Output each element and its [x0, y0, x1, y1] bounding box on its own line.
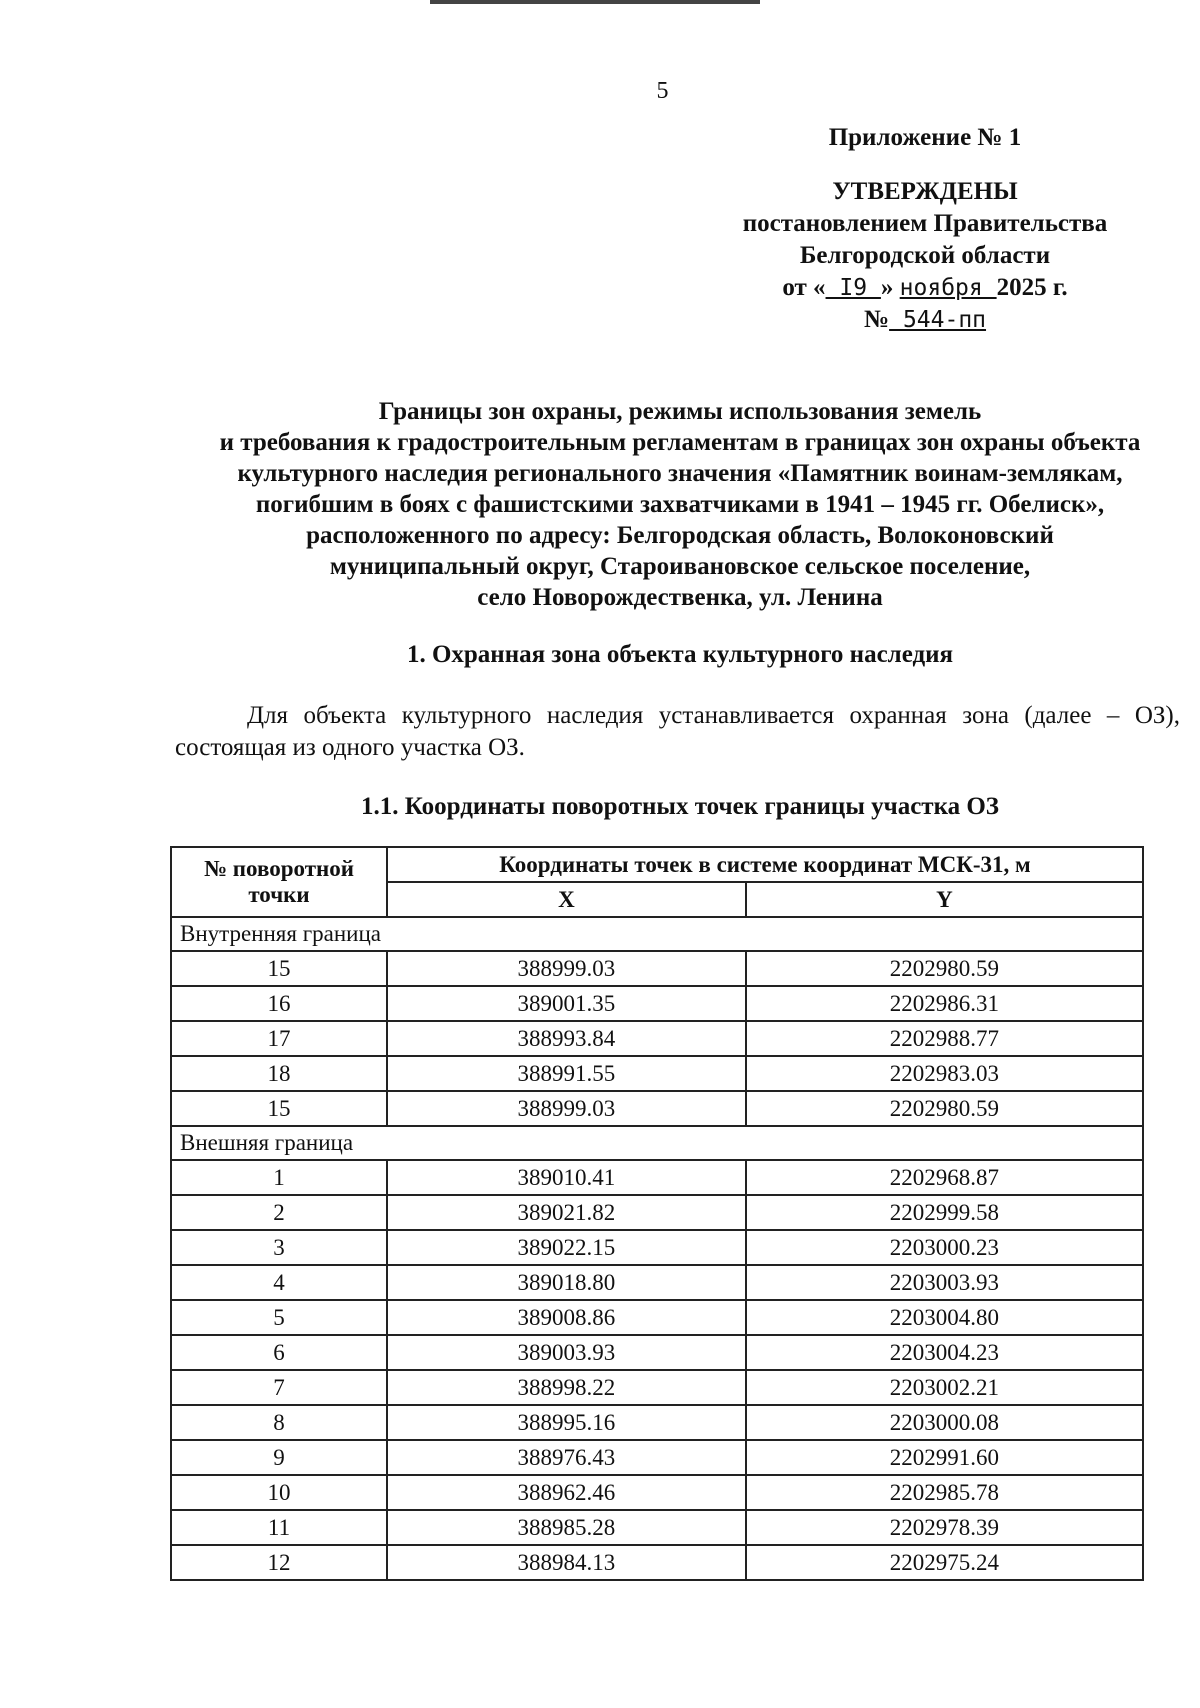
group-label: Внутренняя граница — [171, 917, 1143, 951]
table-row — [171, 1056, 1143, 1091]
coord-x: 388985.28 — [387, 1510, 746, 1545]
title-line: муниципальный округ, Староивановское сельское поселение, — [329, 553, 1031, 580]
point-number: 4 — [171, 1265, 387, 1300]
coord-y: 2203002.21 — [746, 1370, 1143, 1405]
point-number: 2 — [171, 1195, 387, 1230]
point-number: 3 — [171, 1230, 387, 1265]
appendix-label: Приложение № 1 — [828, 124, 1022, 151]
table-row — [171, 1335, 1143, 1370]
table-row — [171, 1405, 1143, 1440]
title-line: село Новорождественка, ул. Ленина — [477, 584, 883, 611]
table-row — [171, 1475, 1143, 1510]
intro-paragraph: Для объекта культурного наследия устанавливается охранная зона (далее – ОЗ), состоящая из одного участка ОЗ. — [175, 702, 1180, 761]
section-heading: 1. Охранная зона объекта культурного наследия — [406, 641, 954, 668]
coord-x: 389001.35 — [387, 986, 746, 1021]
point-number: 6 — [171, 1335, 387, 1370]
approval-date — [700, 272, 1150, 304]
coord-x: 388962.46 — [387, 1475, 746, 1510]
coord-x: 389022.15 — [387, 1230, 746, 1265]
point-number: 1 — [171, 1160, 387, 1195]
coord-x: 388976.43 — [387, 1440, 746, 1475]
point-number: 15 — [171, 1091, 387, 1126]
coord-y: 2202988.77 — [746, 1021, 1143, 1056]
coord-x: 389018.80 — [387, 1265, 746, 1300]
coord-y: 2202986.31 — [746, 986, 1143, 1021]
approved-label: УТВЕРЖДЕНЫ — [832, 178, 1018, 205]
approved-region: Белгородской области — [799, 242, 1051, 269]
coord-y: 2203003.93 — [746, 1265, 1143, 1300]
date-year: 2025 г. — [996, 274, 1068, 301]
date-mid: » — [880, 274, 894, 301]
table-row — [171, 986, 1143, 1021]
scan-artifact — [430, 0, 760, 4]
page-number: 5 — [656, 78, 669, 104]
point-number: 16 — [171, 986, 387, 1021]
table-row — [171, 1440, 1143, 1475]
coord-y: 2202980.59 — [746, 951, 1143, 986]
document-title — [150, 396, 1200, 613]
coord-x: 388999.03 — [387, 1091, 746, 1126]
point-number: 15 — [171, 951, 387, 986]
coord-y: 2202985.78 — [746, 1475, 1143, 1510]
table-row — [171, 1370, 1143, 1405]
coord-x: 389008.86 — [387, 1300, 746, 1335]
title-line: культурного наследия регионального значения «Памятник воинам-землякам, — [237, 460, 1123, 487]
coord-y: 2202983.03 — [746, 1056, 1143, 1091]
coord-y: 2202978.39 — [746, 1510, 1143, 1545]
table-body — [171, 917, 1143, 1580]
table-row — [171, 1545, 1143, 1580]
coordinates-table — [170, 846, 1144, 1581]
number-prefix: № — [863, 306, 890, 333]
coord-x: 388993.84 — [387, 1021, 746, 1056]
table-row — [171, 1300, 1143, 1335]
table-row — [171, 1160, 1143, 1195]
group-row-outer — [171, 1126, 1143, 1160]
date-month: ноября — [899, 275, 997, 301]
approved-by: постановлением Правительства — [742, 210, 1108, 237]
table-row — [171, 951, 1143, 986]
group-row-inner — [171, 917, 1143, 951]
coord-y: 2202968.87 — [746, 1160, 1143, 1195]
coord-y: 2203004.80 — [746, 1300, 1143, 1335]
approval-block — [700, 122, 1150, 336]
point-number: 11 — [171, 1510, 387, 1545]
title-line: расположенного по адресу: Белгородская область, Волоконовский — [306, 522, 1054, 549]
title-line: и требования к градостроительным регламентам в границах зон охраны объекта — [219, 429, 1141, 456]
group-label: Внешняя граница — [171, 1126, 1143, 1160]
table-row — [171, 1021, 1143, 1056]
coord-x: 389021.82 — [387, 1195, 746, 1230]
table-row — [171, 1510, 1143, 1545]
date-day: I9 — [825, 275, 881, 301]
point-number: 9 — [171, 1440, 387, 1475]
date-prefix: от « — [782, 274, 826, 301]
header-y: Y — [746, 882, 1143, 917]
coord-y: 2203000.08 — [746, 1405, 1143, 1440]
table-caption: 1.1. Координаты поворотных точек границы участка ОЗ — [361, 793, 999, 820]
header-coordinates: Координаты точек в системе координат МСК-31, м — [387, 847, 1143, 882]
point-number: 17 — [171, 1021, 387, 1056]
table-row — [171, 1195, 1143, 1230]
point-number: 5 — [171, 1300, 387, 1335]
point-number: 7 — [171, 1370, 387, 1405]
point-number: 18 — [171, 1056, 387, 1091]
table-row — [171, 1091, 1143, 1126]
table-row — [171, 1230, 1143, 1265]
coord-y: 2202975.24 — [746, 1545, 1143, 1580]
approval-number — [700, 304, 1150, 336]
coord-x: 388998.22 — [387, 1370, 746, 1405]
table-row — [171, 1265, 1143, 1300]
point-number: 8 — [171, 1405, 387, 1440]
coord-y: 2203000.23 — [746, 1230, 1143, 1265]
point-number: 12 — [171, 1545, 387, 1580]
coord-x: 389010.41 — [387, 1160, 746, 1195]
header-point-number: № поворотной точки — [171, 847, 387, 917]
title-line: погибшим в боях с фашистскими захватчиками в 1941 – 1945 гг. Обелиск», — [255, 491, 1105, 518]
coord-y: 2202980.59 — [746, 1091, 1143, 1126]
coord-y: 2203004.23 — [746, 1335, 1143, 1370]
coord-x: 388991.55 — [387, 1056, 746, 1091]
title-line: Границы зон охраны, режимы использования земель — [378, 398, 982, 425]
coord-y: 2202991.60 — [746, 1440, 1143, 1475]
point-number: 10 — [171, 1475, 387, 1510]
number-value: 544-пп — [889, 307, 987, 333]
header-x: X — [387, 882, 746, 917]
coord-y: 2202999.58 — [746, 1195, 1143, 1230]
coord-x: 388999.03 — [387, 951, 746, 986]
coord-x: 389003.93 — [387, 1335, 746, 1370]
coord-x: 388995.16 — [387, 1405, 746, 1440]
coord-x: 388984.13 — [387, 1545, 746, 1580]
